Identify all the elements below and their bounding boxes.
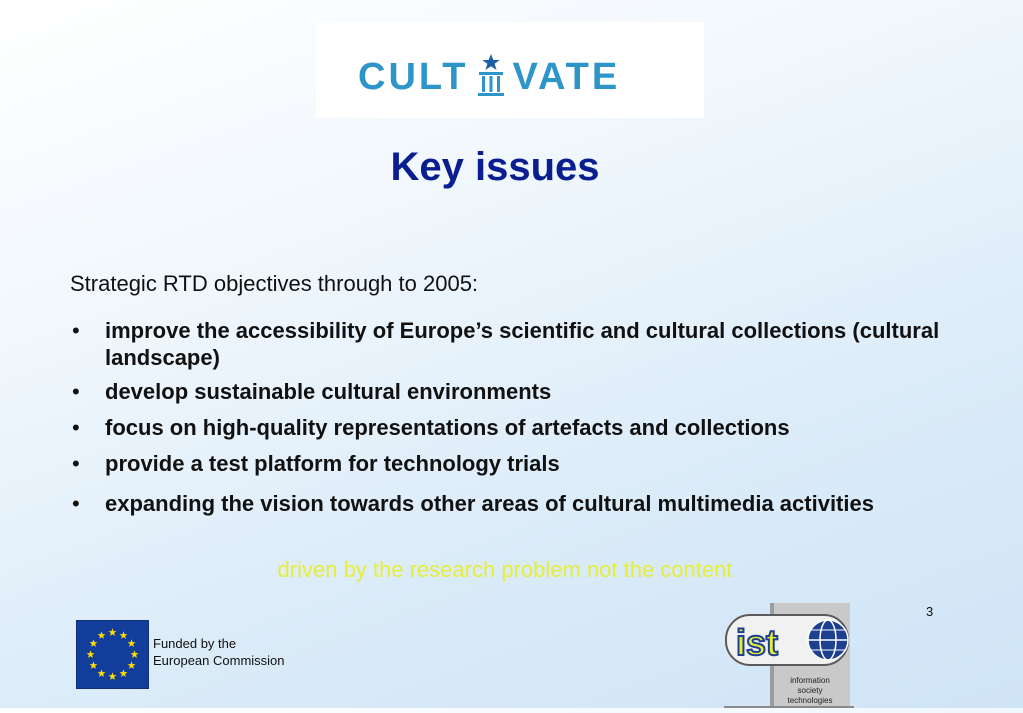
logo-text-left: CULT [358, 55, 469, 98]
bullet-item [70, 450, 950, 477]
bullet-item [70, 378, 950, 405]
eu-star [98, 669, 106, 677]
tagline: driven by the research problem not the content [277, 557, 733, 582]
bullet-text: develop sustainable cultural environments [105, 379, 552, 404]
logo-text-right: VATE [512, 55, 621, 98]
bullet-item [70, 490, 925, 517]
bullet-item [70, 414, 950, 441]
page-number: 3 [926, 604, 934, 619]
funding-caption [153, 635, 285, 669]
bullet-marker: • [72, 415, 80, 440]
ist-caption-line-1: information [790, 676, 830, 685]
eu-star [87, 650, 95, 658]
slide-title: Key issues [390, 145, 600, 189]
eu-star [131, 650, 139, 658]
bullet-text: expanding the vision towards other areas of cultural multimedia activities [105, 491, 874, 516]
funding-line-1: Funded by the [153, 636, 237, 651]
eu-star [120, 631, 128, 639]
bullet-text: provide a test platform for technology trials [105, 451, 560, 476]
eu-star [128, 639, 136, 647]
eu-flag-icon [76, 620, 149, 689]
eu-star [128, 661, 136, 669]
bullet-list [70, 317, 950, 517]
bullet-marker: • [72, 491, 80, 516]
ist-caption-line-3: technologies [787, 696, 833, 705]
bullet-marker: • [72, 318, 80, 343]
bullet-marker: • [72, 379, 80, 404]
eu-star [89, 639, 97, 647]
eu-star [98, 631, 106, 639]
eu-star [109, 628, 117, 636]
eu-star [89, 661, 97, 669]
eu-star [109, 672, 117, 680]
ist-caption-line-2: society [797, 686, 823, 695]
ist-logo-text: ist [736, 622, 779, 663]
bullet-item [70, 317, 950, 371]
funding-line-2: European Commission [153, 653, 285, 668]
cultivate-logo [316, 22, 704, 118]
bullet-marker: • [72, 451, 80, 476]
ist-logo [724, 603, 854, 708]
intro-text: Strategic RTD objectives through to 2005: [70, 271, 479, 296]
bullet-text: focus on high-quality representations of artefacts and collections [105, 415, 790, 440]
logo-wordmark [358, 52, 620, 102]
temple-icon [471, 52, 511, 102]
bullet-text: improve the accessibility of Europe’s scientific and cultural collections (cultural landscape) [105, 318, 940, 370]
eu-star [120, 669, 128, 677]
